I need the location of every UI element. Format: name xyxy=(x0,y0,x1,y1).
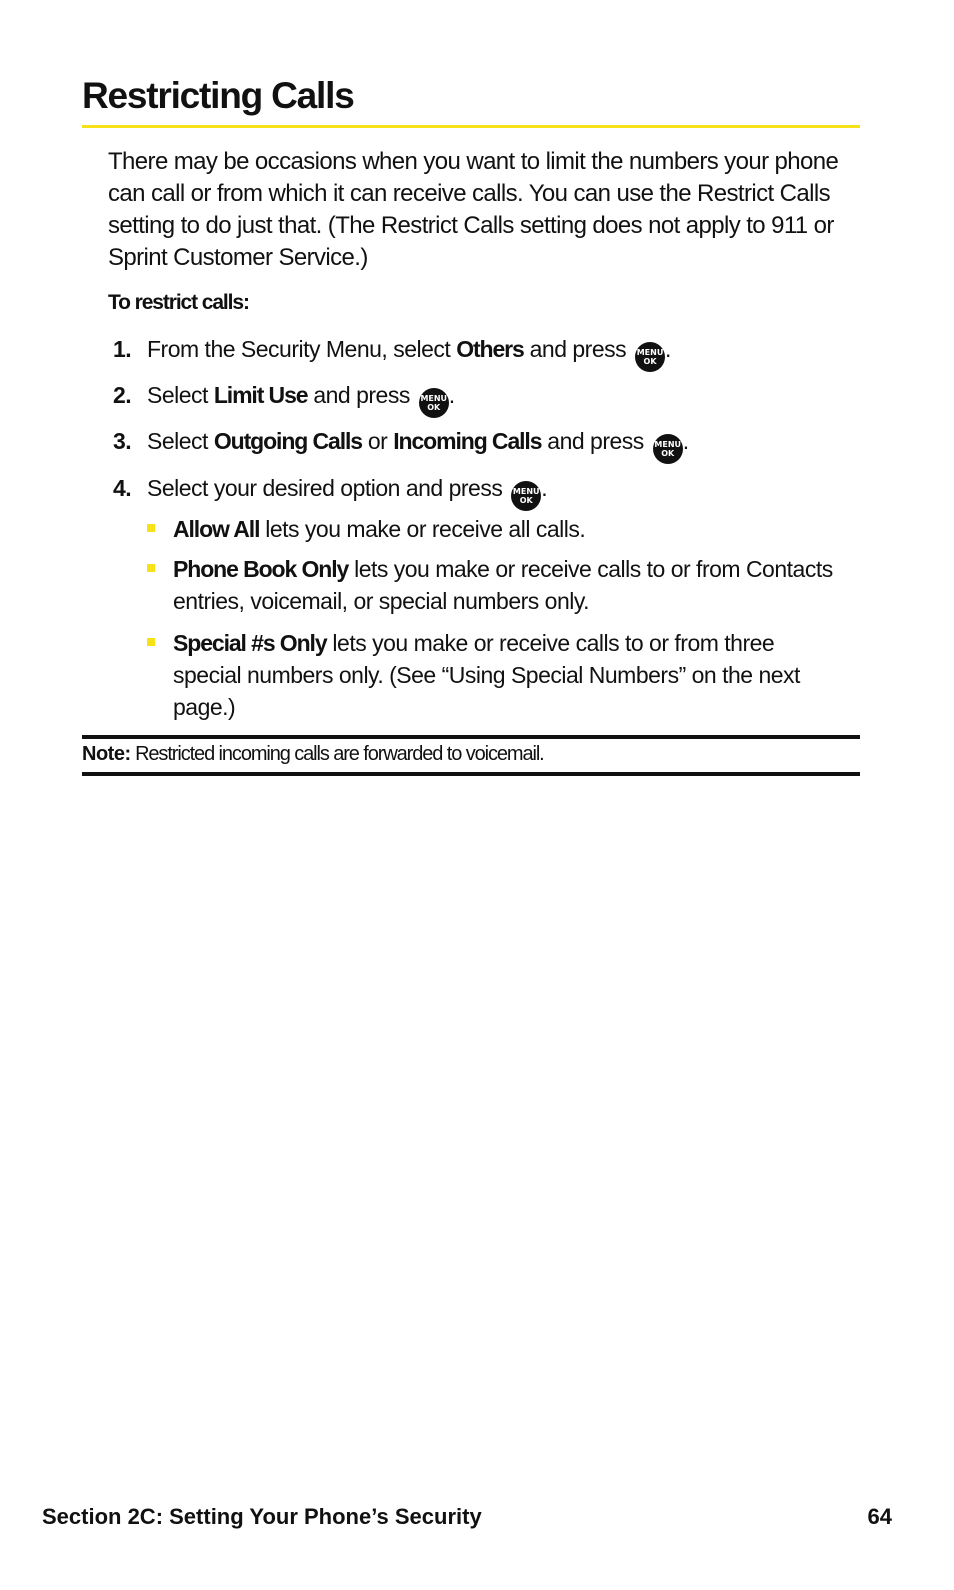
option-description: lets you make or receive all calls. xyxy=(259,516,586,542)
step-text: Select xyxy=(147,428,214,454)
note xyxy=(82,740,544,768)
menu-option-limit-use: Limit Use xyxy=(213,382,308,408)
step-number: 1. xyxy=(113,336,132,362)
step-number: 3. xyxy=(113,428,132,454)
note-text: Restricted incoming calls are forwarded to voicemail. xyxy=(130,743,544,765)
procedure-heading: To restrict calls: xyxy=(108,291,249,314)
menu-ok-key-icon xyxy=(511,481,541,511)
footer-page-number: 64 xyxy=(867,1504,892,1529)
menu-ok-key-icon xyxy=(653,434,683,464)
note-rule-bottom xyxy=(82,772,860,776)
menu-option-others: Others xyxy=(456,336,524,362)
step-number: 2. xyxy=(113,382,132,408)
key-label-bottom: OK xyxy=(519,496,533,505)
step-3 xyxy=(113,426,689,464)
option-name: Phone Book Only xyxy=(173,556,349,582)
option-description: lets you make or receive calls to or from three special numbers only. (See “Using Special Numbers” on the next page.) xyxy=(173,630,800,720)
option-description: lets you make or receive calls to or from Contacts entries, voicemail, or special numbers only. xyxy=(173,556,833,614)
option-name: Special #s Only xyxy=(173,630,327,656)
bullet-square-icon xyxy=(147,638,155,646)
note-rule-top xyxy=(82,735,860,739)
key-label-bottom: OK xyxy=(427,403,441,412)
intro-paragraph: There may be occasions when you want to limit the numbers your phone can call or from which it can receive calls. You can use the Restrict Calls setting to do just that. (The Restrict Calls setting does not apply to 911 or Sprint Customer Service.) xyxy=(108,148,839,271)
step-text: From the Security Menu, select xyxy=(147,336,457,362)
step-1 xyxy=(113,334,671,372)
key-label-top: MENU xyxy=(654,440,682,449)
step-number: 4. xyxy=(113,475,132,501)
option-allow-all xyxy=(173,513,863,545)
note-label: Note: xyxy=(82,743,131,765)
menu-option-incoming-calls: Incoming Calls xyxy=(393,428,542,454)
step-end: . xyxy=(665,336,671,362)
key-label-bottom: OK xyxy=(661,449,675,458)
step-text: or xyxy=(361,428,394,454)
step-text: and press xyxy=(307,382,416,408)
bullet-square-icon xyxy=(147,524,155,532)
key-label-bottom: OK xyxy=(643,357,657,366)
step-text: and press xyxy=(523,336,633,362)
option-phone-book-only xyxy=(173,553,863,617)
step-end: . xyxy=(682,428,689,454)
step-4 xyxy=(113,473,547,511)
key-label-top: MENU xyxy=(636,348,664,357)
key-label-top: MENU xyxy=(420,394,448,403)
step-text: Select xyxy=(147,382,214,408)
option-name: Allow All xyxy=(173,516,260,542)
option-special-numbers-only xyxy=(173,627,813,723)
step-2 xyxy=(113,380,455,418)
page-title: Restricting Calls xyxy=(82,75,354,116)
bullet-square-icon xyxy=(147,564,155,572)
step-end: . xyxy=(541,475,548,501)
menu-ok-key-icon xyxy=(635,342,665,372)
menu-ok-key-icon xyxy=(419,388,449,418)
footer-section-title: Section 2C: Setting Your Phone’s Security xyxy=(42,1504,482,1529)
step-end: . xyxy=(448,382,455,408)
title-rule xyxy=(82,125,860,128)
step-text: and press xyxy=(541,428,650,454)
step-text: Select your desired option and press xyxy=(147,475,509,501)
key-label-top: MENU xyxy=(512,487,540,496)
menu-option-outgoing-calls: Outgoing Calls xyxy=(213,428,362,454)
